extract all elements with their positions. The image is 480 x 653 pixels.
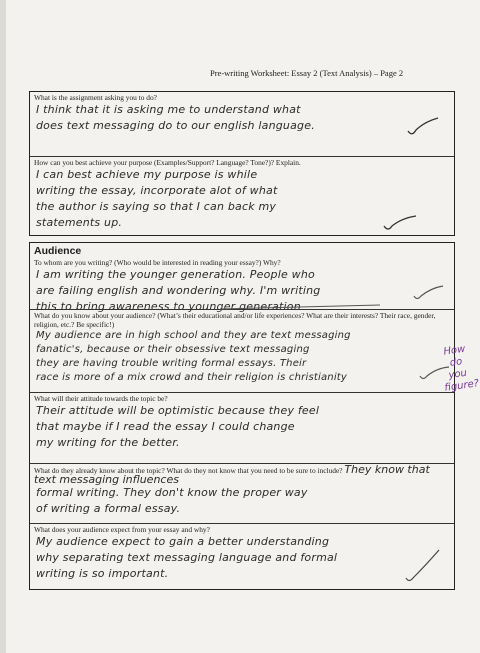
purpose-answer-line: I can best achieve my purpose is while (36, 168, 258, 181)
attitude-answer-line: Their attitude will be optimistic because they feel (36, 404, 320, 417)
audience-who-question: To whom are you writing? (Who would be interested in reading your essay?) Why? (34, 258, 281, 267)
worksheet-header: Pre-writing Worksheet: Essay 2 (Text Analysis) – Page 2 (210, 68, 404, 78)
check-mark (414, 286, 443, 299)
already-know-answer-line: of writing a formal essay. (36, 502, 181, 515)
margin-comment-line: How (442, 343, 466, 358)
attitude-answer-line: that maybe if I read the essay I could change (36, 420, 295, 433)
audience-know-answer-line: fanatic's, because or their obsessive text messaging (36, 344, 310, 355)
audience-know-answer-line: race is more of a mix crowd and their religion is christianity (36, 372, 348, 383)
check-mark (408, 118, 438, 134)
attitude-question: What will their attitude towards the topic be? (34, 394, 168, 403)
assignment-answer-line: I think that it is asking me to understand what (36, 103, 301, 116)
already-know-answer-line: formal writing. They don't know the proper way (36, 486, 308, 499)
margin-comment-line: figure? (443, 378, 480, 394)
audience-know-question: What do you know about your audience? (What’s their educational and/or life experiences? What are their interests? Their race, gender, religion, etc.? Be specific!) (34, 311, 436, 329)
assignment-answer-line: does text messaging do to our english language. (36, 119, 315, 132)
expectation-answer-line: why separating text messaging language and formal (36, 551, 338, 564)
expectation-question: What does your audience expect from your essay and why? (34, 525, 210, 534)
audience-know-answer-line: they are having trouble writing formal essays. Their (36, 358, 307, 369)
expectation-answer-line: My audience expect to gain a better understanding (36, 535, 330, 548)
already-know-answer-inline: They know that text messaging influences (34, 463, 430, 486)
check-mark (384, 216, 416, 229)
already-know-question-text: What do they already know about the topic? What do they not know that you need to be sure to include? (34, 466, 343, 475)
audience-who-answer-line: I am writing the younger generation. People who (36, 268, 315, 281)
purpose-answer-line: writing the essay, incorporate alot of what (36, 184, 278, 197)
underline-mark (220, 305, 380, 309)
audience-know-answer-line: My audience are in high school and they are text messaging (36, 330, 351, 341)
audience-who-answer-line: are failing english and wondering why. I'm writing (36, 284, 321, 297)
audience-title: Audience (34, 245, 82, 257)
check-mark (406, 550, 439, 581)
purpose-answer-line: the author is saying so that I can back my (36, 200, 277, 213)
purpose-answer-line: statements up. (36, 216, 123, 229)
purpose-question: How can you best achieve your purpose (Examples/Support? Language? Tone?)? Explain. (34, 158, 301, 167)
margin-comment-line: do (449, 356, 464, 369)
expectation-answer-line: writing is so important. (36, 567, 169, 580)
attitude-answer-line: my writing for the better. (36, 436, 180, 449)
assignment-question: What is the assignment asking you to do? (34, 93, 157, 102)
check-mark (420, 367, 449, 379)
margin-comment-line: you (447, 367, 468, 382)
audience-who-answer-line: this to bring awareness to younger generation (36, 300, 301, 313)
